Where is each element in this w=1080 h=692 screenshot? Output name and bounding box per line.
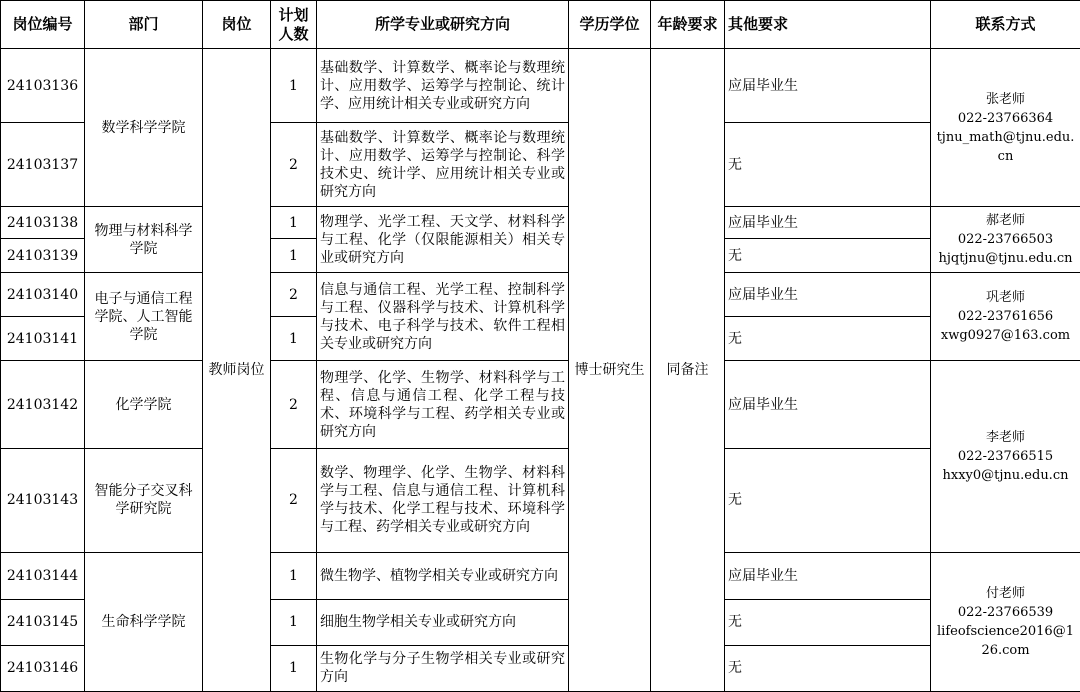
contact-phone: 022-23766539: [957, 604, 1054, 620]
table-row: [1, 49, 1080, 123]
plan-count: 2: [271, 361, 317, 448]
major-cell: 信息与通信工程、光学工程、控制科学与工程、仪器科学与技术、计算机科学与技术、电子科学与技术、软件工程相关专业或研究方向: [317, 273, 569, 361]
post-code: 24103138: [1, 207, 85, 239]
post-code: 24103146: [1, 645, 85, 691]
dept-cell: 智能分子交叉科学研究院: [85, 448, 203, 552]
plan-count: 2: [271, 123, 317, 207]
post-code: 24103145: [1, 599, 85, 645]
table-row: [1, 273, 1080, 317]
plan-count: 1: [271, 317, 317, 361]
plan-count: 1: [271, 49, 317, 123]
plan-count: 1: [271, 645, 317, 691]
plan-count: 2: [271, 448, 317, 552]
other-req: 无: [725, 599, 931, 645]
major-cell: 物理学、光学工程、天文学、材料科学与工程、化学（仅限能源相关）相关专业或研究方向: [317, 207, 569, 273]
post-code: 24103140: [1, 273, 85, 317]
dept-cell: 生命科学学院: [85, 552, 203, 691]
post-code: 24103143: [1, 448, 85, 552]
major-cell: 数学、物理学、化学、生物学、材料科学与工程、信息与通信工程、计算机科学与技术、化学工程与技术、环境科学与工程、药学相关专业或研究方向: [317, 448, 569, 552]
post-code: 24103136: [1, 49, 85, 123]
contact-phone: 022-23761656: [957, 309, 1054, 325]
contact-cell: [931, 49, 1080, 207]
major-cell: 细胞生物学相关专业或研究方向: [317, 599, 569, 645]
contact-cell: [931, 361, 1080, 552]
header-contact: 联系方式: [931, 1, 1080, 49]
major-cell: 生物化学与分子生物学相关专业或研究方向: [317, 645, 569, 691]
header-degree: 学历学位: [569, 1, 651, 49]
post-code: 24103139: [1, 239, 85, 273]
contact-name: 郝老师: [985, 213, 1025, 229]
other-req: 应届毕业生: [725, 207, 931, 239]
contact-name: 张老师: [985, 91, 1025, 107]
header-row: [1, 1, 1080, 49]
contact-name: 李老师: [985, 430, 1025, 446]
table-row: [1, 361, 1080, 448]
contact-cell: [931, 273, 1080, 361]
table-row: [1, 207, 1080, 239]
other-req: 应届毕业生: [725, 552, 931, 599]
dept-cell: 电子与通信工程学院、人工智能学院: [85, 273, 203, 361]
other-req: 无: [725, 239, 931, 273]
header-major: 所学专业或研究方向: [317, 1, 569, 49]
post-code: 24103142: [1, 361, 85, 448]
other-req: 应届毕业生: [725, 361, 931, 448]
major-cell: 物理学、化学、生物学、材料科学与工程、信息与通信工程、化学工程与技术、环境科学与工程、药学相关专业或研究方向: [317, 361, 569, 448]
major-cell: 微生物学、植物学相关专业或研究方向: [317, 552, 569, 599]
post-code: 24103141: [1, 317, 85, 361]
contact-email: tjnu_math@tjnu.edu.cn: [936, 129, 1075, 164]
plan-count: 1: [271, 207, 317, 239]
other-req: 应届毕业生: [725, 273, 931, 317]
other-req: 无: [725, 645, 931, 691]
table-row: [1, 552, 1080, 599]
post-code: 24103137: [1, 123, 85, 207]
contact-cell: [931, 552, 1080, 691]
other-req: 无: [725, 448, 931, 552]
dept-cell: 物理与材料科学学院: [85, 207, 203, 273]
dept-cell: 化学学院: [85, 361, 203, 448]
other-req: 应届毕业生: [725, 49, 931, 123]
contact-email: hjqtjnu@tjnu.edu.cn: [938, 251, 1073, 267]
contact-name: 付老师: [985, 585, 1025, 601]
contact-cell: [931, 207, 1080, 273]
age-cell: 同备注: [651, 49, 725, 692]
other-req: 无: [725, 123, 931, 207]
major-cell: 基础数学、计算数学、概率论与数理统计、应用数学、运筹学与控制论、科学技术史、统计学、应用统计相关专业或研究方向: [317, 123, 569, 207]
dept-cell: 数学科学学院: [85, 49, 203, 207]
degree-cell: 博士研究生: [569, 49, 651, 692]
header-other: 其他要求: [725, 1, 931, 49]
header-code: 岗位编号: [1, 1, 85, 49]
contact-phone: 022-23766364: [957, 110, 1054, 126]
header-plan: 计划人数: [271, 1, 317, 49]
contact-phone: 022-23766503: [957, 232, 1054, 248]
contact-email: lifeofscience2016@126.com: [937, 623, 1074, 658]
table-row: [1, 448, 1080, 552]
header-post: 岗位: [203, 1, 271, 49]
contact-email: hxxy0@tjnu.edu.cn: [942, 468, 1069, 484]
other-req: 无: [725, 317, 931, 361]
plan-count: 2: [271, 273, 317, 317]
plan-count: 1: [271, 552, 317, 599]
post-cell: 教师岗位: [203, 49, 271, 692]
plan-count: 1: [271, 599, 317, 645]
contact-name: 巩老师: [985, 290, 1025, 306]
contact-phone: 022-23766515: [957, 449, 1054, 465]
header-age: 年龄要求: [651, 1, 725, 49]
major-cell: 基础数学、计算数学、概率论与数理统计、应用数学、运筹学与控制论、统计学、应用统计相关专业或研究方向: [317, 49, 569, 123]
plan-count: 1: [271, 239, 317, 273]
header-dept: 部门: [85, 1, 203, 49]
contact-email: xwg0927@163.com: [940, 328, 1071, 344]
post-code: 24103144: [1, 552, 85, 599]
